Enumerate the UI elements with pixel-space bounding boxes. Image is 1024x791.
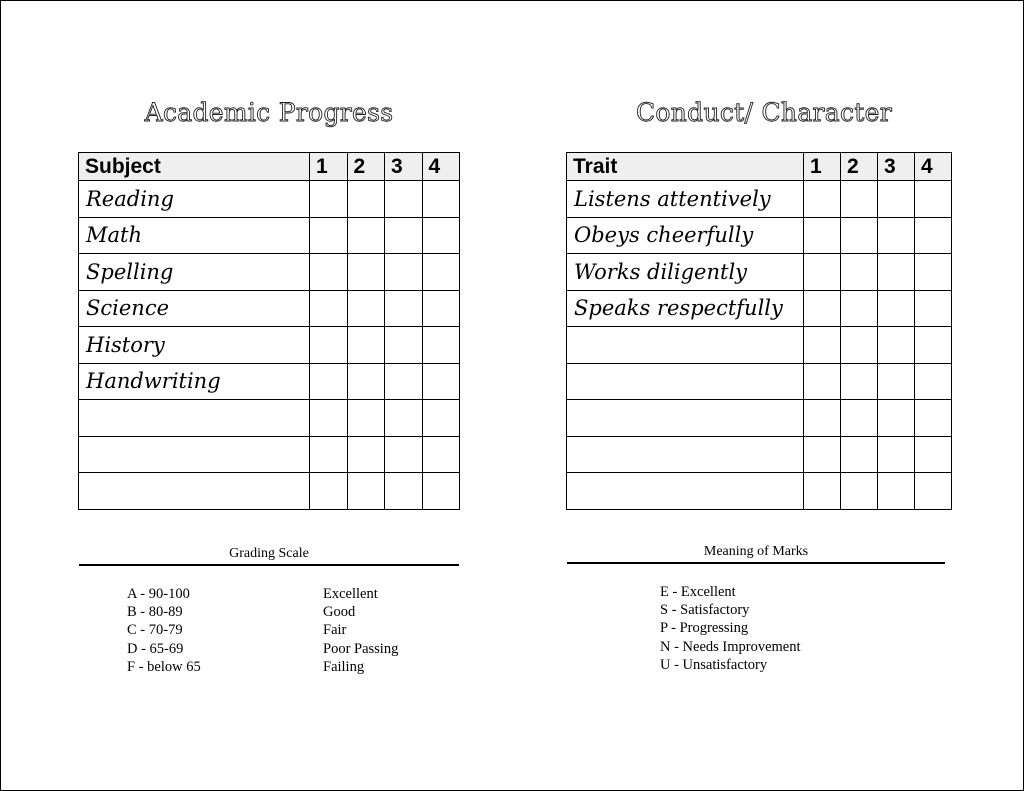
quarter-1-mark-cell[interactable] [310, 290, 348, 327]
grading-scale-heading: Grading Scale [229, 546, 309, 561]
table-row [567, 290, 952, 327]
conduct-character-table [566, 152, 952, 510]
quarter-4-mark-cell[interactable] [915, 217, 952, 254]
table-header-row [79, 153, 460, 181]
quarter-3-mark-cell[interactable] [385, 400, 423, 437]
quarter-3-mark-cell[interactable] [385, 290, 423, 327]
grade-description-item: Fair [323, 622, 347, 639]
mark-meaning-item: U - Unsatisfactory [660, 656, 768, 673]
grade-range-item: A - 90-100 [127, 586, 190, 602]
table-row [567, 436, 952, 473]
subject-cell: Reading [79, 181, 310, 218]
quarter-2-mark-cell[interactable] [841, 217, 878, 254]
quarter-1-mark-cell[interactable] [804, 254, 841, 291]
subject-cell: Spelling [79, 254, 310, 291]
table-row [79, 290, 460, 327]
quarter-2-mark-cell[interactable] [841, 473, 878, 510]
quarter-4-mark-cell[interactable] [915, 436, 952, 473]
quarter-1-header: 1 [310, 153, 348, 181]
quarter-3-mark-cell[interactable] [878, 327, 915, 364]
quarter-3-mark-cell[interactable] [878, 290, 915, 327]
quarter-1-mark-cell[interactable] [804, 290, 841, 327]
grade-description-item: Poor Passing [323, 640, 399, 657]
trait-cell: Speaks respectfully [567, 290, 804, 327]
quarter-3-mark-cell[interactable] [878, 254, 915, 291]
quarter-1-mark-cell[interactable] [804, 327, 841, 364]
quarter-3-mark-cell[interactable] [878, 181, 915, 218]
table-row [567, 400, 952, 437]
trait-cell: Obeys cheerfully [567, 217, 804, 254]
trait-cell [567, 363, 804, 400]
quarter-1-mark-cell[interactable] [804, 363, 841, 400]
trait-cell [567, 400, 804, 437]
quarter-1-mark-cell[interactable] [310, 436, 348, 473]
quarter-4-header: 4 [422, 153, 460, 181]
table-row [79, 327, 460, 364]
quarter-2-mark-cell[interactable] [347, 363, 385, 400]
trait-cell: Listens attentively [567, 181, 804, 218]
subject-cell: Science [79, 290, 310, 327]
trait-cell: Works diligently [567, 254, 804, 291]
table-row [79, 254, 460, 291]
quarter-3-mark-cell[interactable] [878, 436, 915, 473]
quarter-1-mark-cell[interactable] [310, 363, 348, 400]
quarter-4-mark-cell[interactable] [915, 181, 952, 218]
quarter-3-mark-cell[interactable] [385, 254, 423, 291]
quarter-2-mark-cell[interactable] [347, 400, 385, 437]
grading-scale-divider [79, 564, 459, 566]
quarter-3-mark-cell[interactable] [878, 400, 915, 437]
mark-meaning-item: N - Needs Improvement [660, 638, 801, 655]
subject-cell [79, 473, 310, 510]
table-header-row [567, 153, 952, 181]
quarter-2-mark-cell[interactable] [347, 290, 385, 327]
table-row [79, 181, 460, 218]
table-row [567, 327, 952, 364]
mark-meaning-item: E - Excellent [660, 584, 736, 600]
quarter-3-header: 3 [878, 153, 915, 181]
quarter-3-mark-cell[interactable] [385, 217, 423, 254]
quarter-1-mark-cell[interactable] [310, 217, 348, 254]
table-row [79, 436, 460, 473]
subject-cell [79, 436, 310, 473]
quarter-3-header: 3 [385, 153, 423, 181]
table-row [567, 217, 952, 254]
grade-description-item: Excellent [323, 586, 378, 602]
quarter-2-mark-cell[interactable] [841, 181, 878, 218]
quarter-3-mark-cell[interactable] [385, 436, 423, 473]
quarter-2-mark-cell[interactable] [347, 181, 385, 218]
quarter-2-mark-cell[interactable] [347, 217, 385, 254]
subject-cell: History [79, 327, 310, 364]
marks-meaning-list [660, 583, 801, 674]
quarter-1-mark-cell[interactable] [310, 473, 348, 510]
quarter-1-mark-cell[interactable] [804, 436, 841, 473]
quarter-4-mark-cell[interactable] [422, 436, 460, 473]
grade-range-item: F - below 65 [127, 658, 201, 675]
quarter-1-mark-cell[interactable] [310, 254, 348, 291]
mark-meaning-item: S - Satisfactory [660, 602, 750, 619]
quarter-4-mark-cell[interactable] [422, 181, 460, 218]
subject-cell: Math [79, 217, 310, 254]
quarter-4-mark-cell[interactable] [915, 400, 952, 437]
quarter-2-mark-cell[interactable] [841, 327, 878, 364]
quarter-1-mark-cell[interactable] [804, 400, 841, 437]
subject-cell: Handwriting [79, 363, 310, 400]
quarter-3-mark-cell[interactable] [385, 363, 423, 400]
quarter-1-mark-cell[interactable] [804, 217, 841, 254]
table-row [567, 254, 952, 291]
quarter-4-mark-cell[interactable] [422, 363, 460, 400]
quarter-1-mark-cell[interactable] [804, 473, 841, 510]
grade-description-item: Good [323, 604, 356, 621]
quarter-4-mark-cell[interactable] [422, 217, 460, 254]
quarter-3-mark-cell[interactable] [385, 327, 423, 364]
quarter-1-mark-cell[interactable] [310, 400, 348, 437]
quarter-2-mark-cell[interactable] [841, 290, 878, 327]
quarter-2-mark-cell[interactable] [841, 254, 878, 291]
quarter-4-mark-cell[interactable] [422, 290, 460, 327]
quarter-2-mark-cell[interactable] [841, 400, 878, 437]
table-row [79, 363, 460, 400]
quarter-2-mark-cell[interactable] [841, 363, 878, 400]
academic-progress-title: Academic Progress [144, 98, 394, 127]
quarter-4-mark-cell[interactable] [422, 400, 460, 437]
quarter-3-mark-cell[interactable] [385, 181, 423, 218]
trait-cell [567, 473, 804, 510]
meaning-of-marks-divider [567, 562, 945, 564]
conduct-character-title: Conduct/ Character [636, 98, 892, 127]
subject-cell [79, 400, 310, 437]
trait-cell [567, 327, 804, 364]
grade-description-item: Failing [323, 658, 365, 675]
quarter-4-mark-cell[interactable] [915, 290, 952, 327]
quarter-3-mark-cell[interactable] [385, 473, 423, 510]
quarter-2-mark-cell[interactable] [347, 473, 385, 510]
table-row [567, 181, 952, 218]
table-row [79, 473, 460, 510]
quarter-1-mark-cell[interactable] [310, 181, 348, 218]
quarter-2-header: 2 [841, 153, 878, 181]
quarter-2-mark-cell[interactable] [347, 436, 385, 473]
table-row [79, 400, 460, 437]
quarter-4-mark-cell[interactable] [915, 363, 952, 400]
grade-description-list [323, 585, 398, 676]
quarter-2-mark-cell[interactable] [347, 254, 385, 291]
quarter-3-mark-cell[interactable] [878, 363, 915, 400]
quarter-4-mark-cell[interactable] [422, 254, 460, 291]
quarter-1-mark-cell[interactable] [804, 181, 841, 218]
grade-range-list [127, 585, 201, 676]
trait-header: Trait [567, 153, 804, 181]
meaning-of-marks-heading: Meaning of Marks [703, 544, 809, 559]
quarter-4-mark-cell[interactable] [915, 254, 952, 291]
grade-range-item: D - 65-69 [127, 640, 184, 657]
quarter-2-mark-cell[interactable] [347, 327, 385, 364]
subject-header: Subject [79, 153, 310, 181]
quarter-3-mark-cell[interactable] [878, 473, 915, 510]
academic-progress-table [78, 152, 460, 510]
quarter-2-header: 2 [347, 153, 385, 181]
grade-range-item: B - 80-89 [127, 604, 183, 621]
quarter-4-mark-cell[interactable] [915, 473, 952, 510]
table-row [567, 473, 952, 510]
grade-range-item: C - 70-79 [127, 622, 183, 639]
mark-meaning-item: P - Progressing [660, 620, 749, 637]
quarter-4-mark-cell[interactable] [915, 327, 952, 364]
quarter-1-mark-cell[interactable] [310, 327, 348, 364]
table-row [79, 217, 460, 254]
quarter-4-mark-cell[interactable] [422, 473, 460, 510]
quarter-2-mark-cell[interactable] [841, 436, 878, 473]
quarter-4-header: 4 [915, 153, 952, 181]
quarter-3-mark-cell[interactable] [878, 217, 915, 254]
quarter-4-mark-cell[interactable] [422, 327, 460, 364]
quarter-1-header: 1 [804, 153, 841, 181]
table-row [567, 363, 952, 400]
trait-cell [567, 436, 804, 473]
